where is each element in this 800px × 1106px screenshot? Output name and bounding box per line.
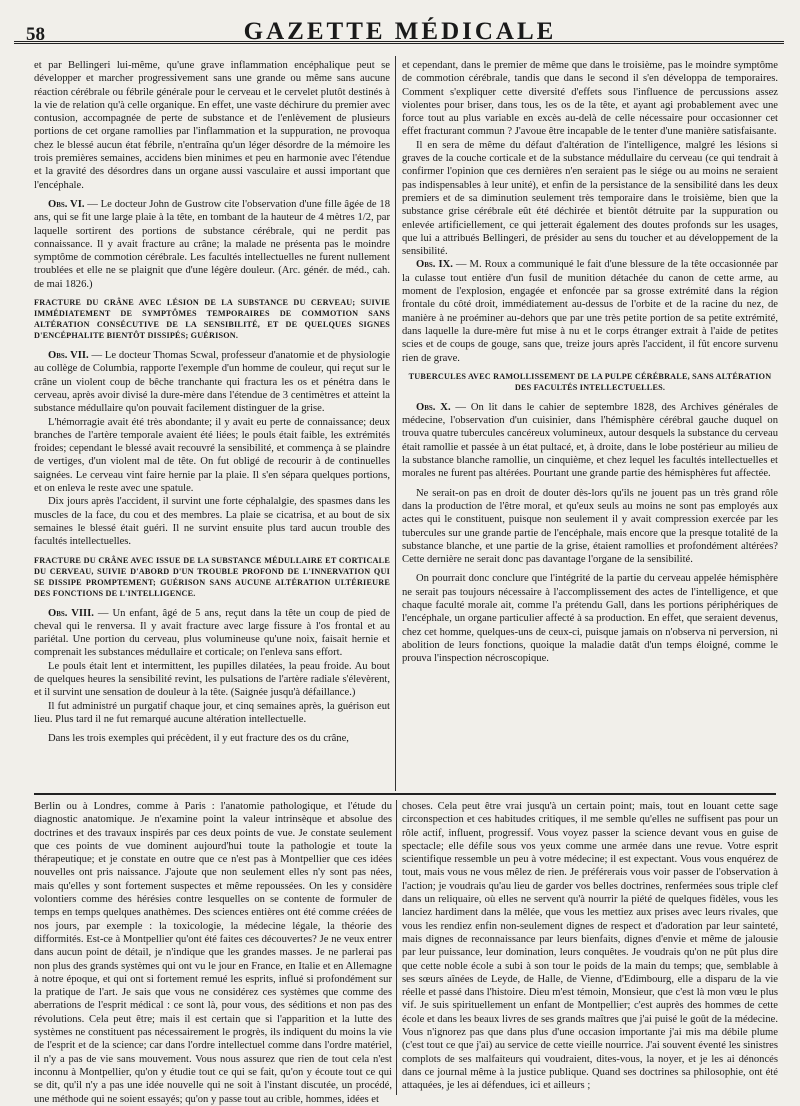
- observation-viii: [34, 607, 390, 660]
- observation-text: — On lit dans le cahier de septembre 1828, des Archives générales de médecine, l'observation d'un cuisinier, dans l'hémisphère cérébral gauche duquel on trouva quatre tubercules cancéreux volumineux, autour desquels la substance du cerveau était ramollie et passée à un état pultacé, et, à droite, dans le lobe postérieur au milieu de la substance blanche ramollie, un cinquième, et chez lequel les facultés intellectuelles et morales ne furent pas altérées. Pourtant une grande partie des hémisphères fut affectée.: [402, 401, 778, 480]
- page-number: 58: [26, 24, 45, 45]
- paragraph: Dans les trois exemples qui précèdent, il y eut fracture des os du crâne,: [48, 733, 349, 745]
- right-column-lower: [402, 800, 778, 1095]
- section-heading: TUBERCULES AVEC RAMOLLISSEMENT DE LA PULPE CÉRÉBRALE, SANS ALTÉRATION DES FACULTÉS INTELLECTUELLES.: [408, 371, 772, 392]
- observation-vii: [34, 349, 390, 415]
- observation-text: — M. Roux a communiqué le fait d'une blessure de la tête occasionnée par la culasse tout entière d'un fusil de munition détachée du canon de cette arme, au moment de l'explosion, engagée et enfoncée par sa grosse extrémité dans la région frontale du côté droit, immédiatement au-dessus de l'orbite et de la racine du nez, de manière à ne proéminer au-dehors que par une très petite portion de sa petite extrémité, dans laquelle la dure-mère fut mise à nu et le corps étranger extrait à l'aide de petites scies et de coups de gouge, sans que, treize jours après l'accident, il fût encore survenu rien de grave.: [402, 259, 778, 364]
- header-rule: [14, 41, 784, 44]
- section-heading: FRACTURE DU CRÂNE AVEC LÉSION DE LA SUBSTANCE DU CERVEAU; SUIVIE IMMÉDIATEMENT DE SYMPTÔMES TEMPORAIRES DE COMMOTION SANS ALTÉRATION CONSÉCUTIVE DE LA SENSIBILITÉ, ET DE QUELQUES SIGNES D'ENCÉPHALITE BIENTÔT DISSIPÉS; GUÉRISON.: [34, 298, 390, 341]
- column-divider: [395, 56, 396, 791]
- paragraph: Berlin ou à Londres, comme à Paris : l'anatomie pathologique, et l'étude du diagnostic anatomique. Je n'examine point la valeur intrinsèque et absolue des doctrines et des travaux inspirés par ces deux points de vue. Je constate seulement que ces points de vue dominent aujourd'hui toute la pathologie et toute la thérapeutique; et je constate en outre que ce n'est pas à Montpellier que ces idées nouvelles ont pris naissance. J'ajoute que non seulement elles n'y sont pas nées, mais qu'elles y sont fortement suspectes et même repoussées. On les y considère volontiers comme des hérésies contre lesquelles on se contente de formuler de temps en temps quelques anathèmes. Des sciences entières ont été comme créées de nos jours, par exemple : la toxicologie, la médecine légale, la théorie des difformités. Est-ce à Montpellier qu'ont été faites ces découvertes? Je ne veux entrer dans aucun point de détail, je n'indique que les grandes masses. Je ne parlerai pas non plus des grands systèmes qui ont vu le jour en France, en Italie et en Allemagne à notre époque, et qui ont si fortement remué les esprits, influé si profondément sur la pratique de l'art. Je sais que vous ne considérez ces systèmes que comme des aberrations de l'esprit médical : ce sont là, pour vous, des séditions et non pas des révolutions. Cela peut être; mais il est certain que si l'apparition et la lutte des systèmes ne constituent pas nécessairement le progrès, ils indiquent du moins la vie de l'esprit et de la science; car dans l'ordre intellectuel comme dans l'ordre matériel, il n'y a pas de vie sans mouvement. Vous nous assurez que rien de tout cela n'est inconnu à Montpellier, qu'on y étudie tout ce qui se fait, qu'on y écoute tout ce qui se dit, qu'il n'y a pas une idée nouvelle qui ne soit à l'instant discutée, un procédé, une méthode qui ne soient essayés; qu'on y passe tout au crible, hommes, idées et: [34, 801, 392, 1105]
- paragraph: et cependant, dans le premier de même que dans le troisième, pas le moindre symptôme de commotion cérébrale, tandis que dans le second il s'en développa de temporaires. Comment s'expliquer cette diversité d'effets sous l'influence de percussions assez violentes pour briser, dans tous, les os de la tête, et ayant agi probablement avec une force tout au plus variable en excès au-delà de celle nécessaire pour occasionner cet effet fracturant commun ? J'avoue être incapable de le tenter d'une manière satisfaisante.: [402, 60, 778, 138]
- observation-text: — Le docteur Thomas Scwal, professeur d'anatomie et de physiologie au collège de Columbia, rapporte l'exemple d'un homme de couleur, qui reçut sur le crâne un violent coup de bêche tranchante qui fractura les os et pénétra dans le cerveau, après avoir divisé la dure-mère dans l'étendue de 3 centimètres et atteint la substance médullaire qu'on pouvait facilement distinguer de la grise.: [34, 350, 391, 415]
- observation-x: [402, 401, 778, 481]
- observation-text: — Le docteur John de Gustrow cite l'observation d'une fille âgée de 18 ans, qui se fit une large plaie à la tête, en tombant de la hauteur de 4 mètres 1/2, par laquelle sortirent des portions de substance cérébrale, qui ne perdit pas connaissance. Il y avait fracture au crâne; la malade ne présenta pas le moindre symptôme de commotion cérébrale. Les facultés intellectuelles ne furent nullement troublées et elle ne se plaignit que d'une légère douleur. (Arc. génér. de méd., cah. de mai 1826.): [34, 198, 390, 290]
- paragraph: et par Bellingeri lui-même, qu'une grave inflammation encéphalique peut se développer et marcher progressivement sans une grande ou même sans aucune réaction cérébrale ou fébrile générale pour le cerveau et le cervelet plutôt destinés à la vie de relation qu'à celle organique. En effet, une vaste déchirure du premier avec contusion, accompagnée de perte de substance et de l'enlèvement de plusieurs portions de cet organe ramollies par l'inflammation et la suppuration, ne provoqua chez le blessé aucun état fébrile, n'entraîna qu'un léger désordre de la mémoire les trois premières semaines, accidens bien minimes et peu en harmonie avec l'étendue et la gravité des désordres dans un organe aussi vasculaire et aussi important que l'encéphale.: [34, 60, 390, 191]
- observation-text: — Un enfant, âgé de 5 ans, reçut dans la tête un coup de pied de cheval qui le renversa. Il y avait fracture avec large fissure à l'os frontal et au pariétal. Une portion du cerveau, plus volumineuse qu'une noix, faisait hernie et comprenait les substances médullaire et corticale; on l'enleva sans effort.: [34, 607, 391, 659]
- page-header: [12, 10, 788, 50]
- left-column-upper: [34, 59, 390, 849]
- section-rule: [34, 793, 776, 795]
- observation-vi: [34, 198, 390, 291]
- observation-label: Obs. X.: [416, 401, 451, 413]
- paragraph: Le pouls était lent et intermittent, les pupilles dilatées, la peau froide. Au bout de quelques heures la sensibilité revint, les pulsations de l'artère radiale s'élevèrent, et il survint une sensation de douleur à la tête. (Saignée jusqu'à défaillance.): [34, 660, 390, 699]
- paragraph: Dix jours après l'accident, il survint une forte céphalalgie, des spasmes dans les muscles de la face, du cou et des membres. La plaie se cicatrisa, et au bout de six semaines le blessé était guéri. Il ne survint ensuite plus tard aucun trouble des facultés intellectuelles.: [34, 496, 390, 548]
- observation-ix: [402, 258, 778, 364]
- paragraph: Il fut administré un purgatif chaque jour, et cinq semaines après, la guérison eut lieu. Plus tard il ne fut remarqué aucune altération intellectuelle.: [34, 700, 390, 725]
- right-column-upper: [402, 59, 778, 849]
- paragraph: Il en sera de même du défaut d'altération de l'intelligence, malgré les lésions si graves de la couche corticale et de la substance médullaire du cerveau (ce qui tendrait à confirmer l'opinion que ces dernières n'en seraient pas le siége ou au moins ne seraient pas indispensables à leur unité), et enfin de la persistance de la sensibilité dans les deux premiers et de sa diminution seulement très temporaire dans le troisième, bien que la substance grise cérébrale eût été déchirée et bientôt détruite par la suppuration ou enlevée artificiellement, ce qui jetterait également des doutes profonds sur les usages, que lui a attribués Bellingeri, de présider au sens du toucher et au développement de la sensibilité.: [402, 139, 778, 258]
- observation-label: Obs. VI.: [48, 198, 85, 210]
- observation-label: Obs. IX.: [416, 259, 453, 271]
- column-divider: [396, 800, 397, 1095]
- left-column-lower: [34, 800, 392, 1105]
- paragraph: On pourrait donc conclure que l'intégrité de la partie du cerveau appelée hémisphère ne serait pas toujours nécessaire à l'accomplissement des actes de l'intelligence, et que chaque faculté morale ait, comme l'a prétendu Gall, dans les portions périphériques de l'encéphale, un organe particulier affecté à sa production. En effet, que seraient devenus, chez cet homme, quelques-uns de ceux-ci, puisque jamais on n'observa ni perversion, ni abolition de leurs fonctions, quoique la maladie datât d'un temps éloigné, comme le prouva l'inspection nécroscopique.: [402, 573, 778, 665]
- journal-title: GAZETTE MÉDICALE: [243, 18, 557, 45]
- paragraph: L'hémorragie avait été très abondante; il y avait eu perte de connaissance; deux branches de l'artère temporale avaient été liées; le pouls était faible, les extrémités froides; cependant le blessé avait recouvré la sensibilité, et commença à se plaindre de vertiges, d'un violent mal de tête. On fut obligé de recourir à de continuelles saignées. Le cerveau vint faire hernie par la plaie. Il s'en sépara quelques portions, et on enleva le reste avec une spatule.: [34, 416, 390, 495]
- section-heading: FRACTURE DU CRÂNE AVEC ISSUE DE LA SUBSTANCE MÉDULLAIRE ET CORTICALE DU CERVEAU, SUIVIE D'ABORD D'UN TROUBLE PROFOND DE L'INNERVATION QUI SE DISSIPE PROMPTEMENT; GUÉRISON SANS AUCUNE ALTÉRATION ULTÉRIEURE DES FONCTIONS DE L'INTELLIGENCE.: [34, 555, 390, 598]
- observation-label: Obs. VII.: [48, 350, 89, 362]
- observation-label: Obs. VIII.: [48, 607, 94, 619]
- paragraph: choses. Cela peut être vrai jusqu'à un certain point; mais, tout en louant cette sage circonspection et ces habitudes critiques, il me semble qu'elles ne suffisent pas pour un rôle actif, influent, progressif. Vous voyez passer la science devant vous en guise de spectacle; elle défile sous vos yeux comme une armée dans une revue. Votre esprit scientifique ressemble un peu à votre médecine; il est expectant. Vous vous enquérez de tout, mais vous ne vous mêlez de rien. Je préférerais vous voir passer de l'observation à l'action; je voudrais qu'au lieu de garder vos belles doctrines, renfermées sous triple clef dans un reliquaire, où elles ne servent qu'à nourrir la piété de quelques fidèles, vous les lanciez hardiment dans la mêlée, que vous les mettiez aux prises avec leurs rivales, que vous les rendiez enfin non-seulement dignes de respect et d'adoration par leur sainteté, mais dignes de reconnaissance par leurs bienfaits, dignes d'envie et même de jalousie par leur puissance, leur domination, leurs conquêtes. Je voudrais qu'on ne pût plus dire que cette noble école a subi à son tour le poids de la main du temps; que, semblable à ses sœurs aînées de Leyde, de Halle, de Vienne, d'Edimbourg, elle a disparu de la vie réelle et passé dans l'histoire. Dieu m'est témoin, Monsieur, que c'est là mon vœu le plus vif. Je suis spirituellement un enfant de Montpellier; c'est auprès des hommes de cette école et dans les beaux livres de ses grands maîtres que j'ai puisé le goût de la médecine. Vous n'ignorez pas que dans plus d'une occasion importante j'ai mis ma débile plume (c'est tout ce que j'ai) au service de cette vieille nourrice. J'ai souvent éventé les sinistres complots de ses malfaiteurs qui voudraient, dites-vous, la noyer, et je les ai dénoncés dans ce journal même à la justice publique. Quand ses doctrines sa philosophie, ont été attaquées, je les ai défendues, ici et ailleurs ;: [402, 801, 778, 1092]
- paragraph: Ne serait-on pas en droit de douter dès-lors qu'ils ne jouent pas un très grand rôle dans la production de l'être moral, et qu'eux seuls au moins ne sont pas employés aux actes qui le constituent, puisque non seulement il y avait compression exercée par les tubercules sur une grande partie de l'encéphale, mais encore que la presque totalité de la substance blanche, et une partie de la grise, étaient ramollies et profondément altérées? Cette dernière ne serait donc pas davantage l'organe de la sensibilité.: [402, 487, 778, 566]
